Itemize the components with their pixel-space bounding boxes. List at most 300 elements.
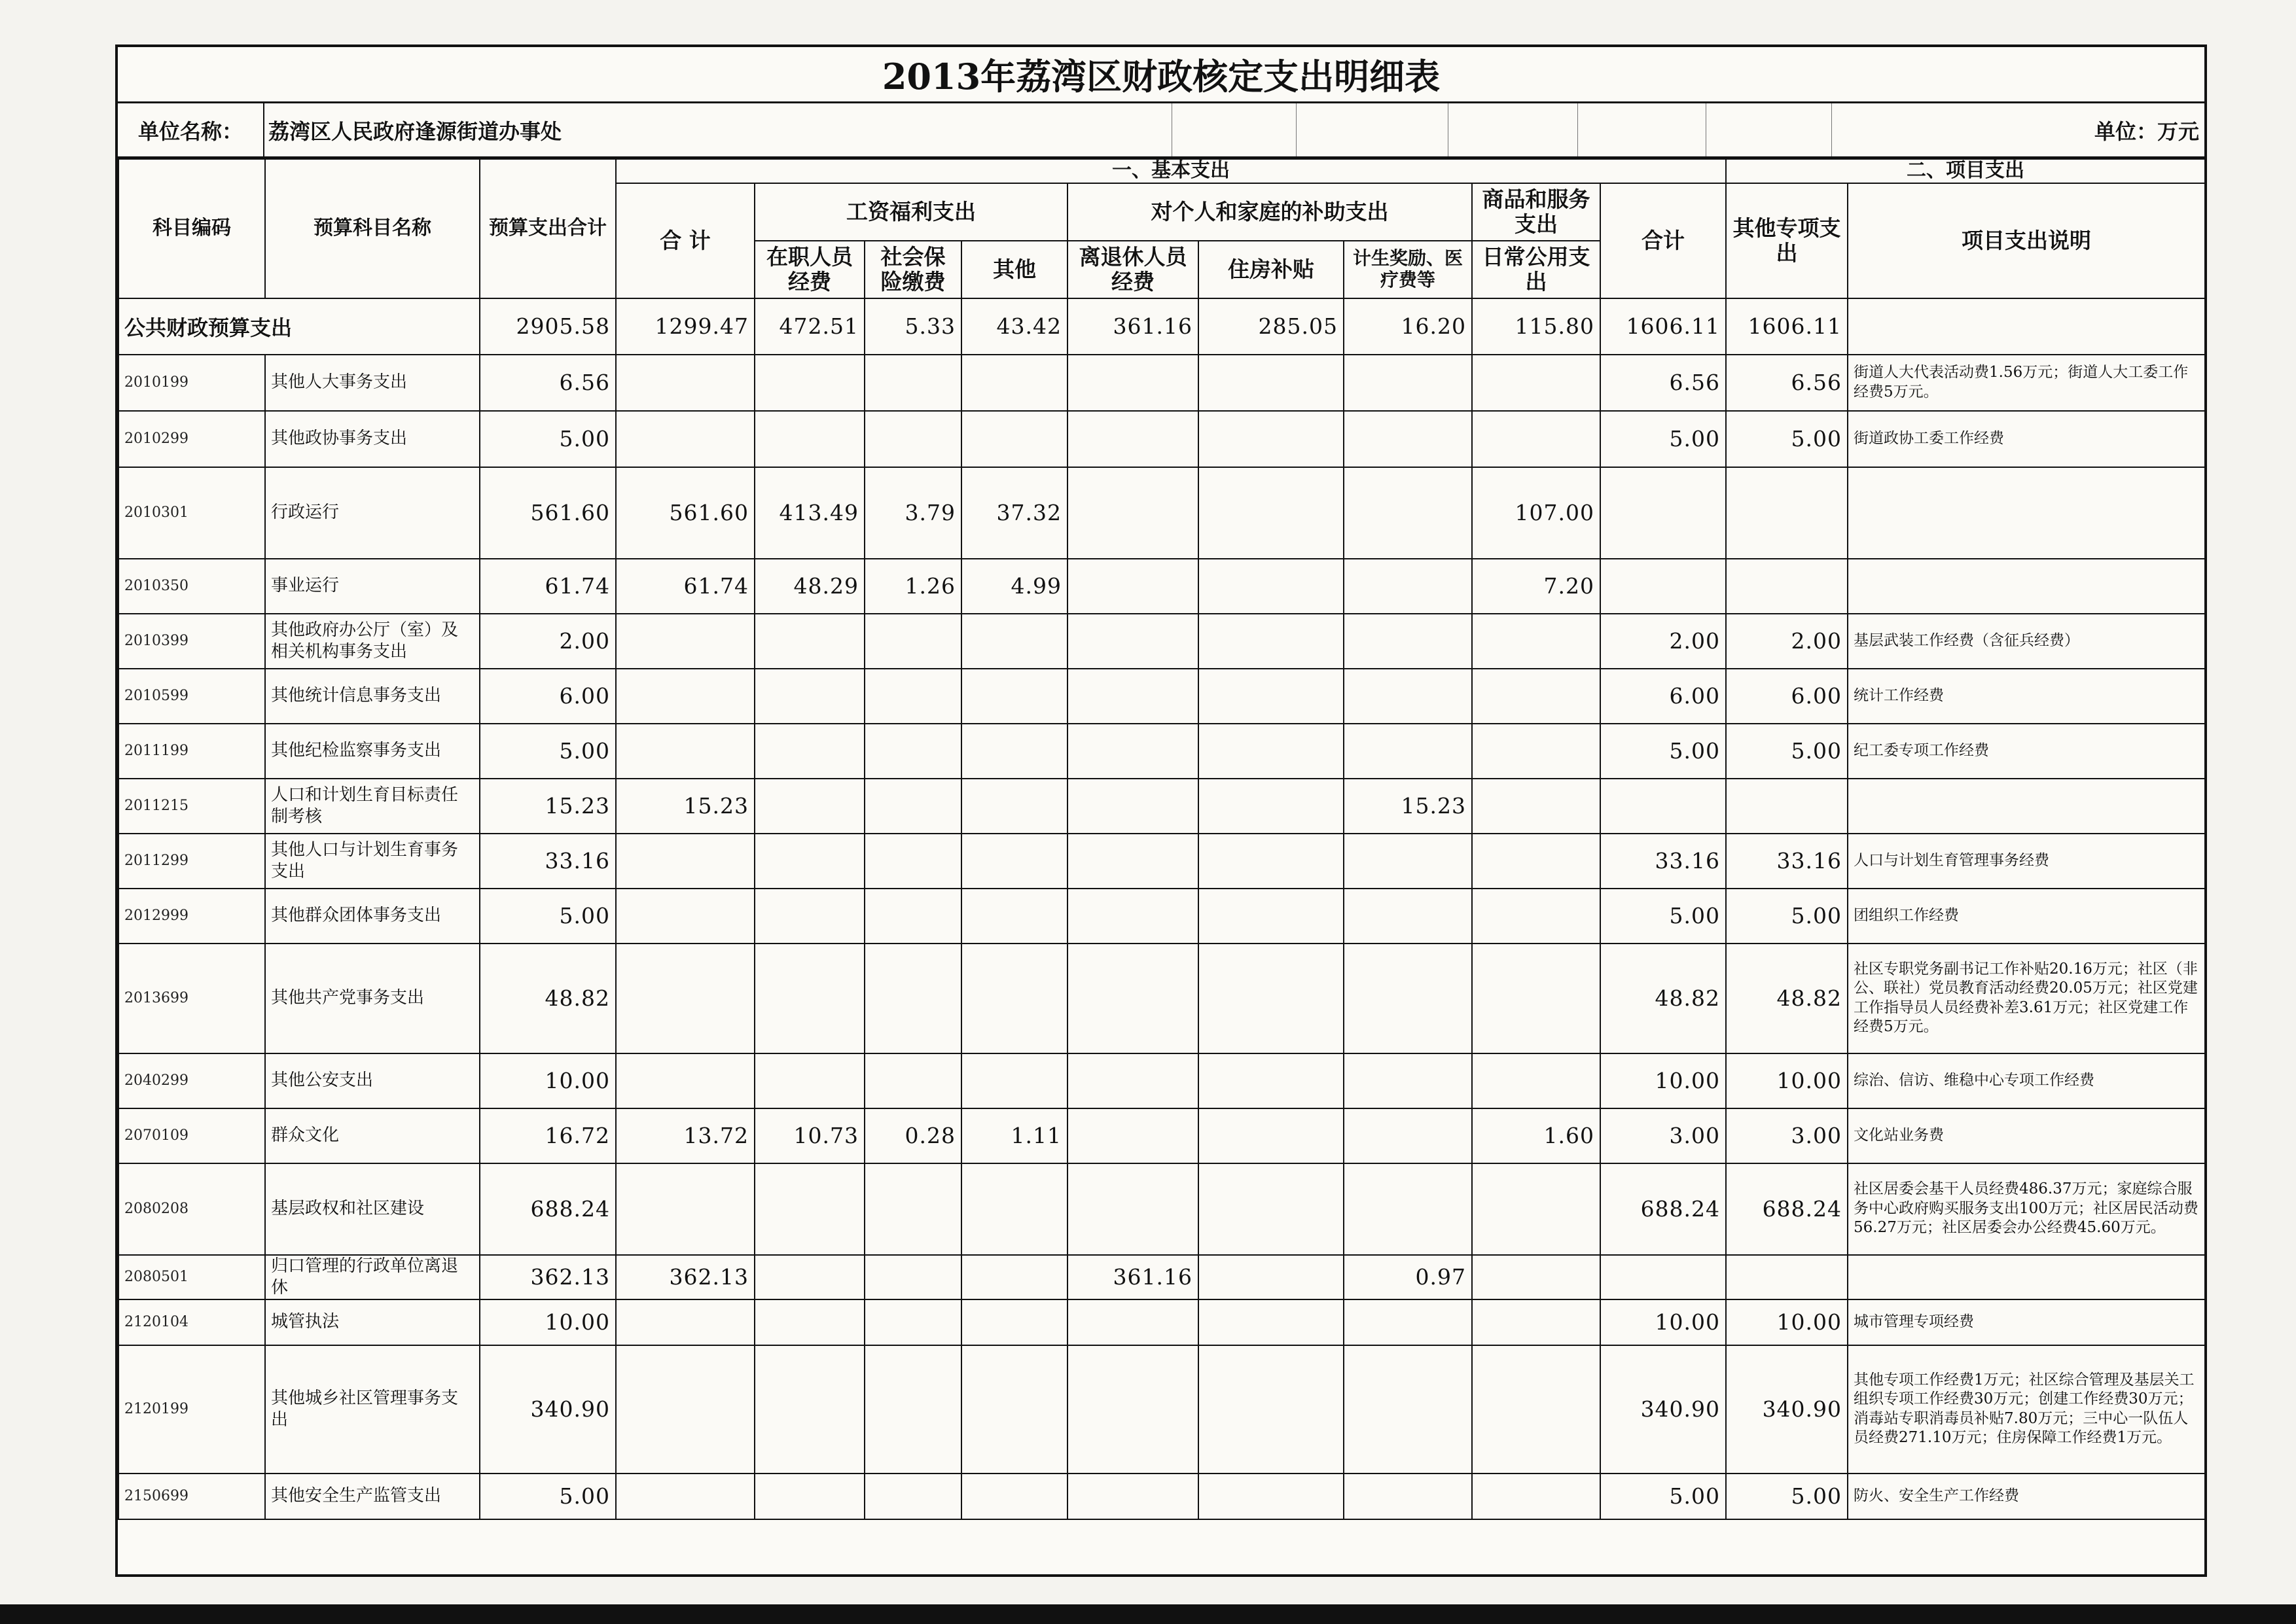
row-goods-daily bbox=[1472, 724, 1600, 779]
row-wage-other bbox=[961, 411, 1067, 467]
row-note bbox=[1848, 559, 2205, 614]
row-code: 2011215 bbox=[118, 779, 265, 834]
row-subsidy-housing bbox=[1198, 1053, 1344, 1108]
unit-row-divider bbox=[1577, 103, 1578, 156]
row-note: 城市管理专项经费 bbox=[1848, 1299, 2205, 1345]
scan-bottom-edge bbox=[0, 1604, 2296, 1624]
row-basic: 15.23 bbox=[616, 779, 755, 834]
row-code: 2010599 bbox=[118, 669, 265, 724]
row-subsidy-housing bbox=[1198, 1163, 1344, 1255]
row-budget: 2.00 bbox=[480, 614, 616, 669]
row-wage-social bbox=[865, 614, 961, 669]
row-code: 2150699 bbox=[118, 1474, 265, 1519]
header-basic: 一、基本支出 bbox=[616, 159, 1726, 183]
row-project bbox=[1600, 559, 1726, 614]
row-wage-other bbox=[961, 834, 1067, 889]
row-basic: 13.72 bbox=[616, 1108, 755, 1163]
row-subsidy-housing bbox=[1198, 889, 1344, 944]
row-note: 街道政协工委工作经费 bbox=[1848, 411, 2205, 467]
table-row bbox=[118, 779, 2205, 834]
row-subsidy-retire bbox=[1067, 1345, 1198, 1474]
row-subsidy-retire bbox=[1067, 467, 1198, 559]
header-wage-social: 社会保险缴费 bbox=[865, 241, 961, 298]
row-subsidy-retire bbox=[1067, 834, 1198, 889]
row-code: 2120199 bbox=[118, 1345, 265, 1474]
row-budget: 61.74 bbox=[480, 559, 616, 614]
total-subsidy-family: 16.20 bbox=[1344, 298, 1472, 355]
row-code: 2010299 bbox=[118, 411, 265, 467]
row-name: 其他人大事务支出 bbox=[265, 355, 480, 411]
row-project-other: 2.00 bbox=[1726, 614, 1848, 669]
table-row bbox=[118, 1163, 2205, 1255]
table-row bbox=[118, 1345, 2205, 1474]
row-subsidy-housing bbox=[1198, 779, 1344, 834]
row-project: 33.16 bbox=[1600, 834, 1726, 889]
table-row bbox=[118, 944, 2205, 1053]
row-name: 城管执法 bbox=[265, 1299, 480, 1345]
row-wage-staff bbox=[755, 1163, 865, 1255]
row-wage-staff bbox=[755, 355, 865, 411]
row-wage-other bbox=[961, 779, 1067, 834]
table-row bbox=[118, 669, 2205, 724]
row-goods-daily bbox=[1472, 411, 1600, 467]
row-subsidy-housing bbox=[1198, 614, 1344, 669]
row-goods-daily bbox=[1472, 944, 1600, 1053]
row-subsidy-retire bbox=[1067, 1474, 1198, 1519]
row-subsidy-retire bbox=[1067, 1299, 1198, 1345]
unit-name-value: 荔湾区人民政府逢源街道办事处 bbox=[268, 118, 562, 144]
row-wage-other bbox=[961, 944, 1067, 1053]
document-title: 2013年荔湾区财政核定支出明细表 bbox=[118, 47, 2204, 103]
header-subsidy-family: 计生奖励、医疗费等 bbox=[1344, 241, 1472, 298]
row-project-other bbox=[1726, 467, 1848, 559]
row-code: 2010350 bbox=[118, 559, 265, 614]
row-wage-other bbox=[961, 1163, 1067, 1255]
table-row bbox=[118, 559, 2205, 614]
expenditure-table bbox=[118, 158, 2206, 1520]
table-row bbox=[118, 355, 2205, 411]
row-code: 2010301 bbox=[118, 467, 265, 559]
total-project-other: 1606.11 bbox=[1726, 298, 1848, 355]
row-budget: 688.24 bbox=[480, 1163, 616, 1255]
row-subsidy-family bbox=[1344, 559, 1472, 614]
header-wage: 工资福利支出 bbox=[755, 183, 1067, 241]
row-project bbox=[1600, 467, 1726, 559]
table-row bbox=[118, 614, 2205, 669]
row-name: 其他公安支出 bbox=[265, 1053, 480, 1108]
header-code: 科目编码 bbox=[118, 159, 265, 298]
row-note bbox=[1848, 1255, 2205, 1299]
row-basic bbox=[616, 1474, 755, 1519]
header-project-other: 其他专项支出 bbox=[1726, 183, 1848, 298]
total-project: 1606.11 bbox=[1600, 298, 1726, 355]
row-wage-social bbox=[865, 834, 961, 889]
table-row bbox=[118, 1255, 2205, 1299]
row-wage-social bbox=[865, 1299, 961, 1345]
row-goods-daily: 7.20 bbox=[1472, 559, 1600, 614]
row-basic bbox=[616, 834, 755, 889]
row-subsidy-housing bbox=[1198, 355, 1344, 411]
row-code: 2080208 bbox=[118, 1163, 265, 1255]
row-note: 综治、信访、维稳中心专项工作经费 bbox=[1848, 1053, 2205, 1108]
row-note: 防火、安全生产工作经费 bbox=[1848, 1474, 2205, 1519]
total-note bbox=[1848, 298, 2205, 355]
row-project-other bbox=[1726, 559, 1848, 614]
row-budget: 5.00 bbox=[480, 1474, 616, 1519]
row-project: 2.00 bbox=[1600, 614, 1726, 669]
row-basic bbox=[616, 411, 755, 467]
row-subsidy-family bbox=[1344, 669, 1472, 724]
row-code: 2013699 bbox=[118, 944, 265, 1053]
row-wage-staff bbox=[755, 669, 865, 724]
row-goods-daily: 107.00 bbox=[1472, 467, 1600, 559]
row-code: 2070109 bbox=[118, 1108, 265, 1163]
row-wage-staff bbox=[755, 889, 865, 944]
row-name: 其他共产党事务支出 bbox=[265, 944, 480, 1053]
row-goods-daily bbox=[1472, 1053, 1600, 1108]
row-wage-staff bbox=[755, 1255, 865, 1299]
row-note: 统计工作经费 bbox=[1848, 669, 2205, 724]
row-note: 人口与计划生育管理事务经费 bbox=[1848, 834, 2205, 889]
row-wage-social bbox=[865, 779, 961, 834]
header-goods: 商品和服务支出 bbox=[1472, 183, 1600, 241]
row-basic bbox=[616, 614, 755, 669]
row-subsidy-retire bbox=[1067, 355, 1198, 411]
row-goods-daily bbox=[1472, 355, 1600, 411]
row-basic: 561.60 bbox=[616, 467, 755, 559]
row-budget: 10.00 bbox=[480, 1299, 616, 1345]
row-wage-staff: 10.73 bbox=[755, 1108, 865, 1163]
row-subsidy-retire bbox=[1067, 779, 1198, 834]
table-row bbox=[118, 834, 2205, 889]
row-wage-staff bbox=[755, 834, 865, 889]
table-row bbox=[118, 1053, 2205, 1108]
row-project: 3.00 bbox=[1600, 1108, 1726, 1163]
row-project: 48.82 bbox=[1600, 944, 1726, 1053]
row-subsidy-retire: 361.16 bbox=[1067, 1255, 1198, 1299]
row-name: 行政运行 bbox=[265, 467, 480, 559]
unit-name-label: 单位名称： bbox=[118, 103, 264, 156]
row-wage-social bbox=[865, 411, 961, 467]
header-project-total: 合计 bbox=[1600, 183, 1726, 298]
row-wage-staff bbox=[755, 1053, 865, 1108]
row-wage-staff bbox=[755, 944, 865, 1053]
row-budget: 5.00 bbox=[480, 411, 616, 467]
row-wage-other bbox=[961, 614, 1067, 669]
row-code: 2040299 bbox=[118, 1053, 265, 1108]
header-subsidy-retire: 离退休人员经费 bbox=[1067, 241, 1198, 298]
row-code: 2120104 bbox=[118, 1299, 265, 1345]
row-note: 纪工委专项工作经费 bbox=[1848, 724, 2205, 779]
row-wage-other bbox=[961, 724, 1067, 779]
row-wage-staff bbox=[755, 1345, 865, 1474]
row-wage-other bbox=[961, 889, 1067, 944]
row-wage-staff bbox=[755, 1474, 865, 1519]
row-subsidy-housing bbox=[1198, 1108, 1344, 1163]
table-row bbox=[118, 467, 2205, 559]
row-goods-daily bbox=[1472, 669, 1600, 724]
row-code: 2080501 bbox=[118, 1255, 265, 1299]
row-wage-social bbox=[865, 355, 961, 411]
row-budget: 6.56 bbox=[480, 355, 616, 411]
row-subsidy-retire bbox=[1067, 889, 1198, 944]
row-project-other: 6.56 bbox=[1726, 355, 1848, 411]
row-goods-daily bbox=[1472, 1255, 1600, 1299]
row-code: 2011299 bbox=[118, 834, 265, 889]
row-wage-social: 1.26 bbox=[865, 559, 961, 614]
row-wage-other bbox=[961, 355, 1067, 411]
total-subsidy-retire: 361.16 bbox=[1067, 298, 1198, 355]
row-project: 5.00 bbox=[1600, 411, 1726, 467]
table-row bbox=[118, 1108, 2205, 1163]
row-basic bbox=[616, 1053, 755, 1108]
row-basic bbox=[616, 355, 755, 411]
header-basic-total: 合 计 bbox=[616, 183, 755, 298]
row-wage-social bbox=[865, 669, 961, 724]
row-name: 其他统计信息事务支出 bbox=[265, 669, 480, 724]
row-wage-social bbox=[865, 1053, 961, 1108]
total-wage-staff: 472.51 bbox=[755, 298, 865, 355]
row-wage-social bbox=[865, 1345, 961, 1474]
row-subsidy-housing bbox=[1198, 724, 1344, 779]
row-subsidy-retire bbox=[1067, 1163, 1198, 1255]
row-subsidy-housing bbox=[1198, 669, 1344, 724]
row-name: 事业运行 bbox=[265, 559, 480, 614]
row-wage-other bbox=[961, 1299, 1067, 1345]
row-subsidy-housing bbox=[1198, 1255, 1344, 1299]
row-note bbox=[1848, 467, 2205, 559]
row-name: 群众文化 bbox=[265, 1108, 480, 1163]
row-wage-social bbox=[865, 1474, 961, 1519]
row-subsidy-family bbox=[1344, 834, 1472, 889]
row-project: 688.24 bbox=[1600, 1163, 1726, 1255]
row-project: 6.56 bbox=[1600, 355, 1726, 411]
total-wage-social: 5.33 bbox=[865, 298, 961, 355]
row-name: 其他政协事务支出 bbox=[265, 411, 480, 467]
total-goods-daily: 115.80 bbox=[1472, 298, 1600, 355]
total-wage-other: 43.42 bbox=[961, 298, 1067, 355]
row-wage-other bbox=[961, 669, 1067, 724]
row-basic: 61.74 bbox=[616, 559, 755, 614]
total-basic: 1299.47 bbox=[616, 298, 755, 355]
row-wage-social bbox=[865, 724, 961, 779]
row-wage-other bbox=[961, 1053, 1067, 1108]
row-subsidy-retire bbox=[1067, 724, 1198, 779]
row-budget: 5.00 bbox=[480, 724, 616, 779]
row-subsidy-family bbox=[1344, 1474, 1472, 1519]
row-goods-daily bbox=[1472, 889, 1600, 944]
row-code: 2012999 bbox=[118, 889, 265, 944]
row-subsidy-family bbox=[1344, 1299, 1472, 1345]
row-goods-daily bbox=[1472, 614, 1600, 669]
row-wage-other: 37.32 bbox=[961, 467, 1067, 559]
row-goods-daily: 1.60 bbox=[1472, 1108, 1600, 1163]
row-project-other: 3.00 bbox=[1726, 1108, 1848, 1163]
total-subsidy-housing: 285.05 bbox=[1198, 298, 1344, 355]
row-project: 10.00 bbox=[1600, 1299, 1726, 1345]
row-subsidy-housing bbox=[1198, 944, 1344, 1053]
row-subsidy-housing bbox=[1198, 1345, 1344, 1474]
row-goods-daily bbox=[1472, 834, 1600, 889]
row-wage-social bbox=[865, 1255, 961, 1299]
row-subsidy-family bbox=[1344, 614, 1472, 669]
row-note: 其他专项工作经费1万元；社区综合管理及基层关工组织专项工作经费30万元；创建工作经费30万元；消毒站专职消毒员补贴7.80万元；三中心一队伍人员经费271.10万元；住房保障工作经费1万元。 bbox=[1848, 1345, 2205, 1474]
row-goods-daily bbox=[1472, 1299, 1600, 1345]
row-project-other: 5.00 bbox=[1726, 411, 1848, 467]
row-subsidy-housing bbox=[1198, 411, 1344, 467]
row-subsidy-family bbox=[1344, 355, 1472, 411]
row-project-other: 6.00 bbox=[1726, 669, 1848, 724]
row-project-other bbox=[1726, 779, 1848, 834]
row-project bbox=[1600, 779, 1726, 834]
row-budget: 6.00 bbox=[480, 669, 616, 724]
row-wage-other bbox=[961, 1474, 1067, 1519]
row-project-other bbox=[1726, 1255, 1848, 1299]
row-note: 文化站业务费 bbox=[1848, 1108, 2205, 1163]
row-name: 人口和计划生育目标责任制考核 bbox=[265, 779, 480, 834]
row-project-other: 5.00 bbox=[1726, 1474, 1848, 1519]
row-budget: 5.00 bbox=[480, 889, 616, 944]
row-subsidy-retire bbox=[1067, 1108, 1198, 1163]
row-budget: 561.60 bbox=[480, 467, 616, 559]
row-wage-social bbox=[865, 1163, 961, 1255]
header-goods-daily: 日常公用支出 bbox=[1472, 241, 1600, 298]
row-basic bbox=[616, 669, 755, 724]
row-name: 其他政府办公厅（室）及相关机构事务支出 bbox=[265, 614, 480, 669]
total-row bbox=[118, 298, 2205, 355]
row-subsidy-family bbox=[1344, 889, 1472, 944]
row-subsidy-family bbox=[1344, 1345, 1472, 1474]
row-budget: 48.82 bbox=[480, 944, 616, 1053]
row-name: 其他城乡社区管理事务支出 bbox=[265, 1345, 480, 1474]
row-goods-daily bbox=[1472, 779, 1600, 834]
row-budget: 362.13 bbox=[480, 1255, 616, 1299]
row-name: 归口管理的行政单位离退休 bbox=[265, 1255, 480, 1299]
header-wage-staff: 在职人员经费 bbox=[755, 241, 865, 298]
row-subsidy-housing bbox=[1198, 1299, 1344, 1345]
row-subsidy-housing bbox=[1198, 834, 1344, 889]
row-project: 6.00 bbox=[1600, 669, 1726, 724]
row-note: 团组织工作经费 bbox=[1848, 889, 2205, 944]
row-wage-staff: 413.49 bbox=[755, 467, 865, 559]
row-goods-daily bbox=[1472, 1474, 1600, 1519]
row-subsidy-retire bbox=[1067, 944, 1198, 1053]
row-name: 其他安全生产监管支出 bbox=[265, 1474, 480, 1519]
row-subsidy-retire bbox=[1067, 411, 1198, 467]
row-wage-staff bbox=[755, 724, 865, 779]
header-subsidy: 对个人和家庭的补助支出 bbox=[1067, 183, 1472, 241]
row-subsidy-family: 0.97 bbox=[1344, 1255, 1472, 1299]
row-project bbox=[1600, 1255, 1726, 1299]
table-row bbox=[118, 724, 2205, 779]
row-wage-other: 4.99 bbox=[961, 559, 1067, 614]
budget-sheet bbox=[115, 44, 2207, 1577]
row-project-other: 5.00 bbox=[1726, 889, 1848, 944]
total-label: 公共财政预算支出 bbox=[118, 298, 480, 355]
currency-unit: 单位：万元 bbox=[2094, 118, 2199, 144]
row-budget: 15.23 bbox=[480, 779, 616, 834]
row-wage-staff bbox=[755, 779, 865, 834]
row-wage-staff bbox=[755, 614, 865, 669]
row-basic bbox=[616, 1345, 755, 1474]
row-goods-daily bbox=[1472, 1345, 1600, 1474]
row-basic bbox=[616, 1163, 755, 1255]
table-row bbox=[118, 889, 2205, 944]
row-name: 基层政权和社区建设 bbox=[265, 1163, 480, 1255]
row-budget: 33.16 bbox=[480, 834, 616, 889]
row-wage-staff bbox=[755, 1299, 865, 1345]
row-note: 基层武装工作经费（含征兵经费） bbox=[1848, 614, 2205, 669]
unit-row bbox=[118, 103, 2204, 158]
row-code: 2010399 bbox=[118, 614, 265, 669]
row-wage-social bbox=[865, 889, 961, 944]
row-basic bbox=[616, 889, 755, 944]
row-wage-other: 1.11 bbox=[961, 1108, 1067, 1163]
header-project: 二、项目支出 bbox=[1726, 159, 2205, 183]
row-project: 5.00 bbox=[1600, 889, 1726, 944]
table-row bbox=[118, 1474, 2205, 1519]
row-project-other: 10.00 bbox=[1726, 1299, 1848, 1345]
row-note bbox=[1848, 779, 2205, 834]
row-project-other: 340.90 bbox=[1726, 1345, 1848, 1474]
row-subsidy-housing bbox=[1198, 559, 1344, 614]
row-subsidy-housing bbox=[1198, 1474, 1344, 1519]
row-project-other: 33.16 bbox=[1726, 834, 1848, 889]
row-basic bbox=[616, 1299, 755, 1345]
row-wage-social: 3.79 bbox=[865, 467, 961, 559]
row-wage-other bbox=[961, 1255, 1067, 1299]
row-subsidy-retire bbox=[1067, 614, 1198, 669]
header-budget-total: 预算支出合计 bbox=[480, 159, 616, 298]
row-project: 10.00 bbox=[1600, 1053, 1726, 1108]
row-project: 340.90 bbox=[1600, 1345, 1726, 1474]
unit-row-divider bbox=[1831, 103, 1832, 156]
row-project-other: 688.24 bbox=[1726, 1163, 1848, 1255]
row-wage-social: 0.28 bbox=[865, 1108, 961, 1163]
header-subsidy-housing: 住房补贴 bbox=[1198, 241, 1344, 298]
table-row bbox=[118, 411, 2205, 467]
row-goods-daily bbox=[1472, 1163, 1600, 1255]
header-project-note: 项目支出说明 bbox=[1848, 183, 2205, 298]
table-body bbox=[118, 298, 2205, 1519]
row-subsidy-retire bbox=[1067, 559, 1198, 614]
row-basic: 362.13 bbox=[616, 1255, 755, 1299]
row-budget: 10.00 bbox=[480, 1053, 616, 1108]
row-name: 其他纪检监察事务支出 bbox=[265, 724, 480, 779]
row-budget: 340.90 bbox=[480, 1345, 616, 1474]
row-subsidy-family bbox=[1344, 1108, 1472, 1163]
unit-row-divider bbox=[1296, 103, 1297, 156]
row-subsidy-family bbox=[1344, 944, 1472, 1053]
row-wage-social bbox=[865, 944, 961, 1053]
row-subsidy-family bbox=[1344, 467, 1472, 559]
row-code: 2011199 bbox=[118, 724, 265, 779]
row-subsidy-family bbox=[1344, 411, 1472, 467]
row-name: 其他人口与计划生育事务支出 bbox=[265, 834, 480, 889]
row-wage-staff: 48.29 bbox=[755, 559, 865, 614]
row-subsidy-family bbox=[1344, 1053, 1472, 1108]
header-name: 预算科目名称 bbox=[265, 159, 480, 298]
row-budget: 16.72 bbox=[480, 1108, 616, 1163]
row-subsidy-retire bbox=[1067, 1053, 1198, 1108]
row-subsidy-family bbox=[1344, 1163, 1472, 1255]
row-wage-staff bbox=[755, 411, 865, 467]
row-code: 2010199 bbox=[118, 355, 265, 411]
row-subsidy-housing bbox=[1198, 467, 1344, 559]
row-note: 社区居委会基干人员经费486.37万元；家庭综合服务中心政府购买服务支出100万元；社区居民活动费56.27万元；社区居委会办公经费45.60万元。 bbox=[1848, 1163, 2205, 1255]
row-wage-other bbox=[961, 1345, 1067, 1474]
table-row bbox=[118, 1299, 2205, 1345]
